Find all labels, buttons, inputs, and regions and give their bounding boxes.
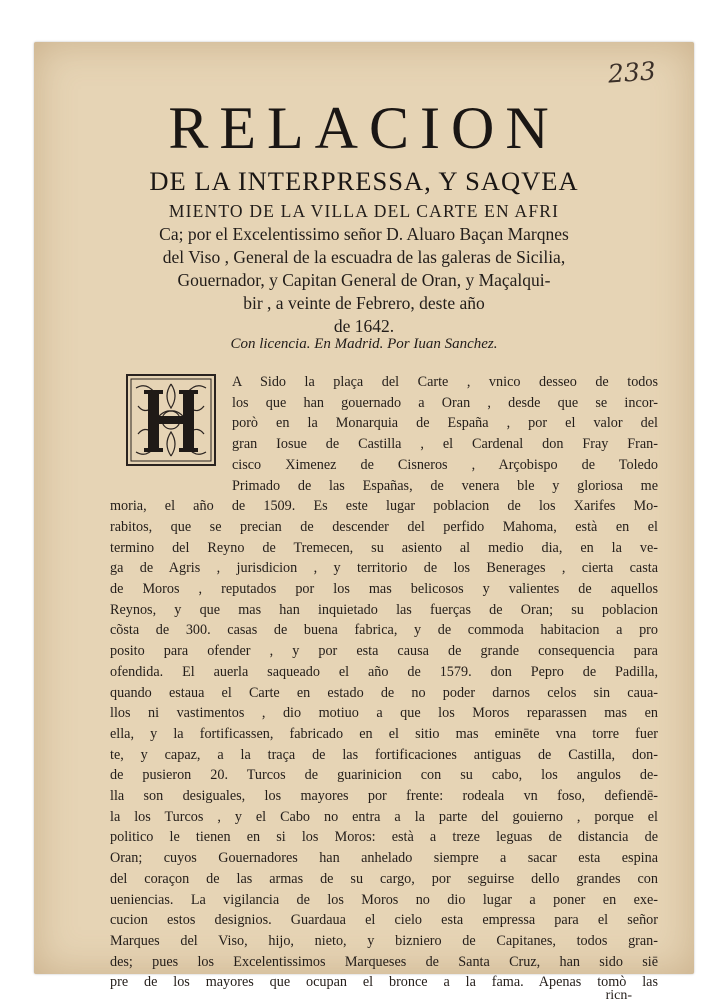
text-line: de pusieron 20. Turcos de guarinicion con su cabo, los angulos de- [110, 767, 658, 784]
text-line: Primado de las Españas, de venera ble y gloriosa me [232, 477, 658, 494]
text-line: ueniencias. La vigilancia de los Moros no dio lugar a poner en exe- [110, 891, 658, 908]
page-title: RELACION [168, 95, 560, 161]
text-line: ofendida. El auerla saqueado el año de 1579. don Pepro de Padilla, [110, 663, 658, 680]
document-page [34, 42, 694, 1003]
text-line: los que han gouernado a Oran , desde que se incor- [232, 394, 658, 411]
title-line: bir , a veinte de Febrero, deste año [243, 293, 485, 313]
text-line: termino del Reyno de Tremecen, su asiento al medio dia, en la ve- [110, 539, 658, 556]
text-line: gran Iosue de Castilla , el Cardenal don Fray Fran- [232, 436, 658, 453]
title-subheading: DE LA INTERPRESSA, Y SAQVEA [149, 166, 579, 196]
text-line: A Sido la plaça del Carte , vnico desseo de todos [232, 374, 658, 390]
text-line: llos ni vastimentos , dio motiuo a que los Moros reparassen mas en [110, 705, 658, 722]
title-line: del Viso , General de la escuadra de las galeras de Sicilia, [162, 247, 566, 267]
text-line: del coraçon de las armas de su cargo, por seguirse dello grandes con [110, 870, 658, 887]
title-block [84, 200, 644, 338]
title-line: de 1642. [333, 316, 395, 336]
catchword: ricn- [605, 988, 632, 1003]
text-line: cucion estos designios. Guardaua el cielo esta empressa para el señor [110, 912, 658, 929]
folio-number: 233 [607, 56, 657, 89]
text-line: ella, y la fortificassen, fabricado en el sitio mas eminēte vna torre fuer [110, 725, 658, 742]
text-line: lla son desiguales, los mayores por frente: rodeala vn foso, defiendē- [110, 788, 658, 805]
title-line: Ca; por el Excelentissimo señor D. Aluaro Baçan Marqnes [159, 224, 569, 244]
text-line: rabitos, que se precian de descender del perfido Mahoma, està en el [110, 518, 658, 535]
text-line: moria, el año de 1509. Es este lugar poblacion de los Xarifes Mo- [110, 498, 658, 515]
text-line: politico le tienen en si los Moros: està a treze leguas de distancia de [110, 829, 658, 846]
text-line: pre de los mayores que ocupan el bronce a la fama. Apenas tomò las [110, 974, 658, 991]
text-line: te, y capaz, a la traça de las fortificaciones antiguas de Castilla, don- [110, 746, 658, 763]
text-line: cõsta de 300. casas de buena fabrica, y de commoda habitacion a pro [110, 622, 658, 639]
text-line: quando estaua el Carte en estado de no poder darnos celos sin caua- [110, 684, 658, 701]
text-line: Reynos, y que mas han inquietado las fuerças de Oran; su poblacion [110, 601, 658, 618]
title-line: MIENTO DE LA VILLA DEL CARTE EN AFRI [168, 201, 560, 221]
text-line: posito para ofender , y por esta causa de grande consequencia para [110, 643, 658, 660]
title-line: Gouernador, y Capitan General de Oran, y Maçalqui- [177, 270, 551, 290]
text-line: de Moros , reputados por los mas belicosos y valientes de aquellos [110, 581, 658, 598]
text-line: des; pues los Excelentissimos Marqueses de Santa Cruz, han sido siē [110, 953, 658, 970]
imprint-line: Con licencia. En Madrid. Por Iuan Sanchez. [230, 336, 498, 352]
text-line: la los Turcos , y el Cabo no entra a la parte del gouierno , porque el [110, 808, 658, 825]
text-line: Oran; cuyos Gouernadores han anhelado siempre a sacar esta espina [110, 850, 658, 867]
text-line: cisco Ximenez de Cisneros , Arçobispo de Toledo [232, 456, 658, 473]
text-line: ga de Agris , jurisdicion , y territorio de los Benerages , cierta casta [110, 560, 658, 577]
text-line: porò en la Monarquia de España , por el valor del [232, 415, 658, 432]
body-text [110, 372, 658, 993]
text-line: Marques del Viso, hijo, nieto, y bizniero de Capitanes, todos gran- [110, 932, 658, 949]
